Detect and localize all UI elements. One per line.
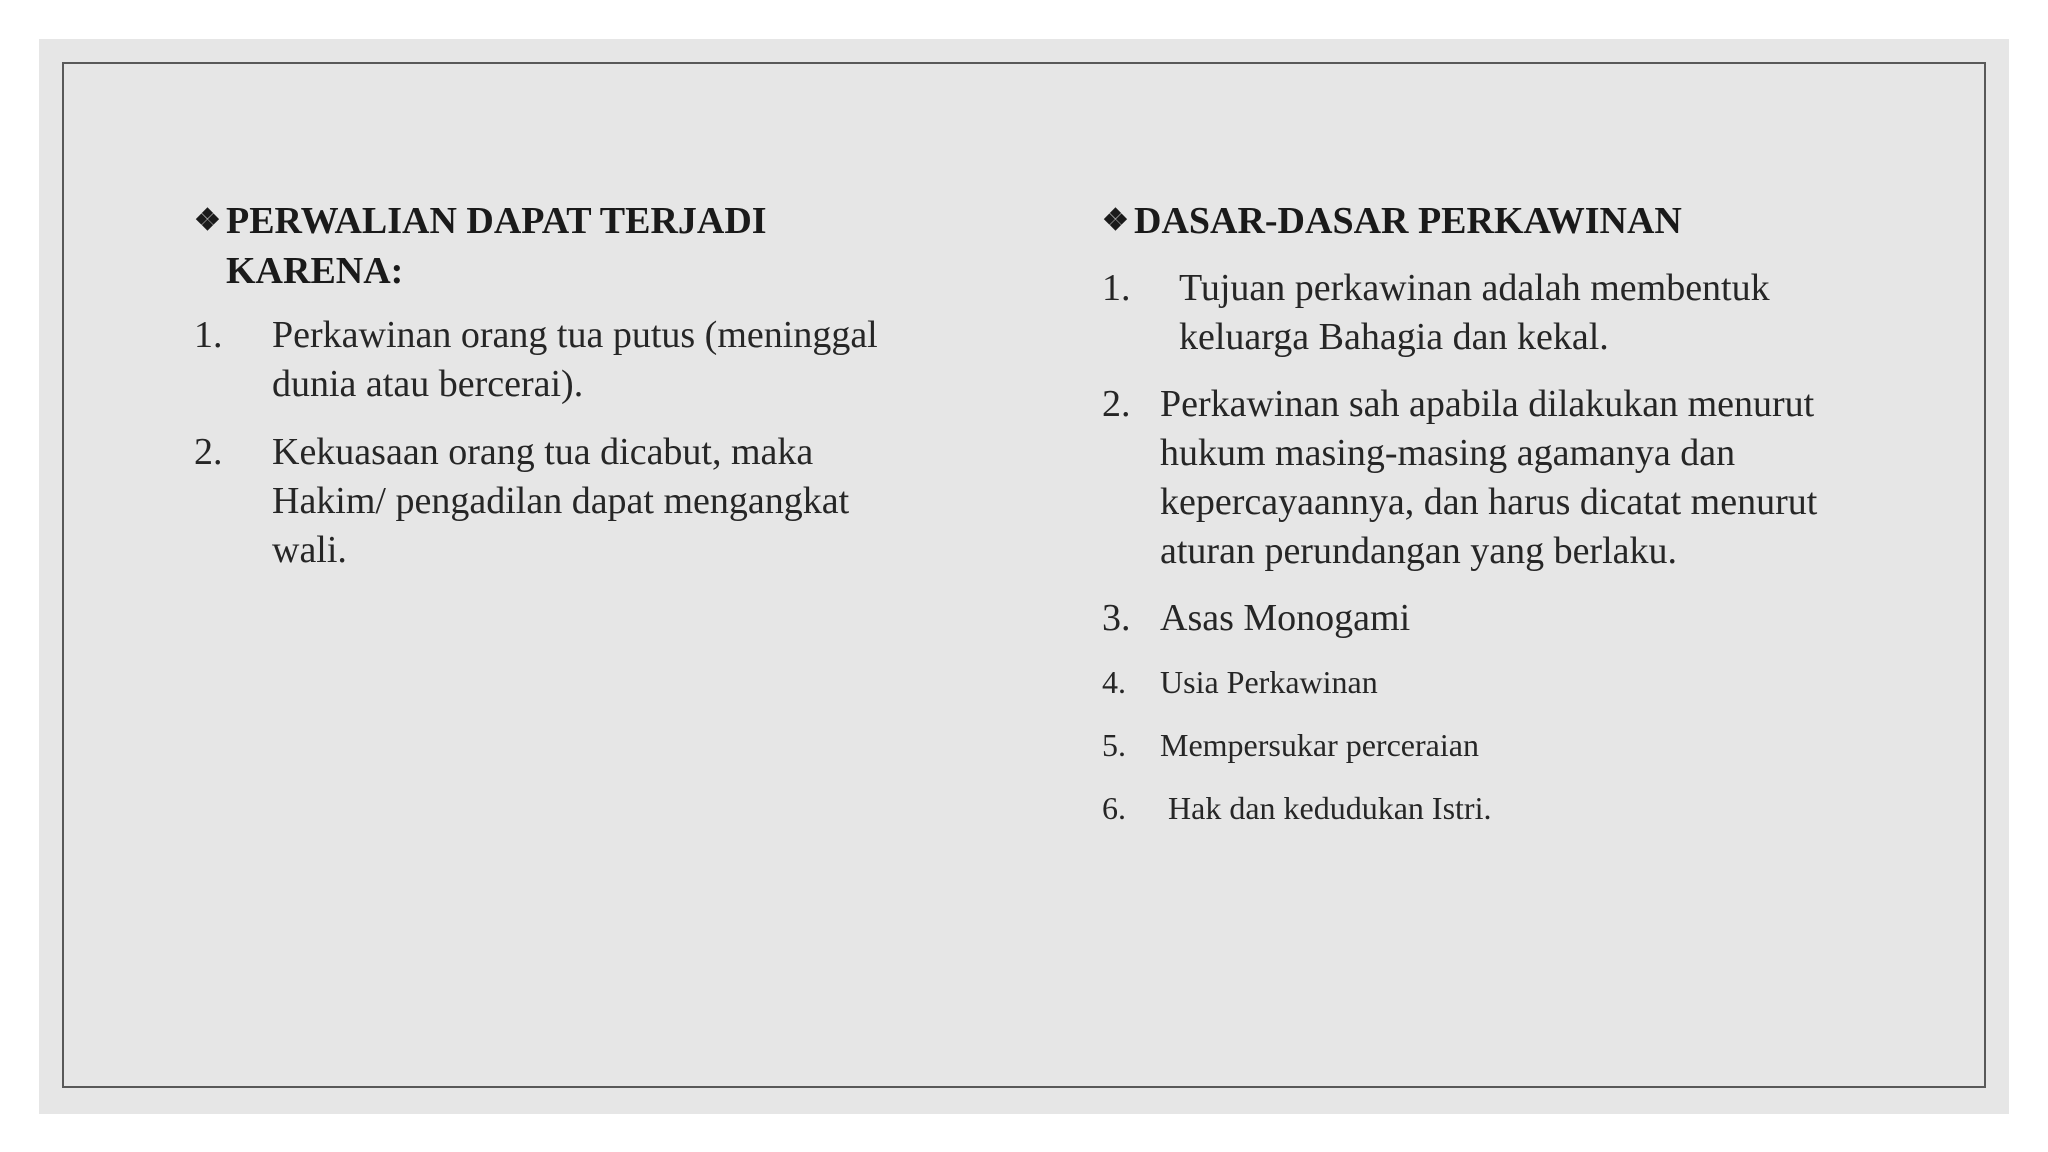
- right-heading: [1102, 196, 1902, 246]
- list-item: [1102, 264, 1902, 362]
- left-list: [194, 311, 974, 575]
- list-item-number: 2.: [1102, 383, 1131, 425]
- list-item: [1102, 724, 1902, 766]
- list-item-number: 3.: [1102, 597, 1131, 639]
- diamond-bullet-icon: ❖: [1102, 204, 1129, 237]
- list-item: [1102, 661, 1902, 703]
- list-item-text: Hak dan kedudukan Istri.: [1168, 790, 1492, 826]
- list-item-number: 4.: [1102, 664, 1126, 700]
- list-item: [1102, 380, 1902, 576]
- left-column: [194, 196, 974, 594]
- right-heading-text: DASAR-DASAR PERKAWINAN: [1134, 200, 1682, 242]
- list-item-number: 5.: [1102, 727, 1126, 763]
- list-item-number: 1.: [194, 314, 223, 356]
- list-item-text: Kekuasaan orang tua dicabut, maka Hakim/ pengadilan dapat mengangkat wali.: [272, 431, 850, 571]
- list-item-text: Tujuan perkawinan adalah membentuk keluarga Bahagia dan kekal.: [1179, 267, 1770, 358]
- list-item: [1102, 594, 1902, 643]
- list-item-text: Perkawinan orang tua putus (meninggal dunia atau bercerai).: [272, 314, 878, 405]
- list-item: [194, 311, 974, 409]
- list-item: [1102, 787, 1902, 829]
- right-column: [1102, 196, 1902, 850]
- list-item-text: Mempersukar perceraian: [1160, 727, 1479, 763]
- list-item: [194, 428, 974, 575]
- diamond-bullet-icon: ❖: [194, 204, 221, 237]
- list-item-number: 2.: [194, 431, 223, 473]
- left-heading-text: PERWALIAN DAPAT TERJADI KARENA:: [226, 200, 767, 292]
- list-item-number: 1.: [1102, 267, 1131, 309]
- list-item-text: Usia Perkawinan: [1160, 664, 1378, 700]
- list-item-text: Perkawinan sah apabila dilakukan menurut hukum masing-masing agamanya dan kepercayaannya, dan harus dicatat menurut aturan perundangan yang berlaku.: [1160, 383, 1818, 572]
- right-list: [1102, 264, 1902, 829]
- list-item-text: Asas Monogami: [1160, 597, 1411, 639]
- left-heading: [194, 196, 974, 296]
- list-item-number: 6.: [1102, 790, 1126, 826]
